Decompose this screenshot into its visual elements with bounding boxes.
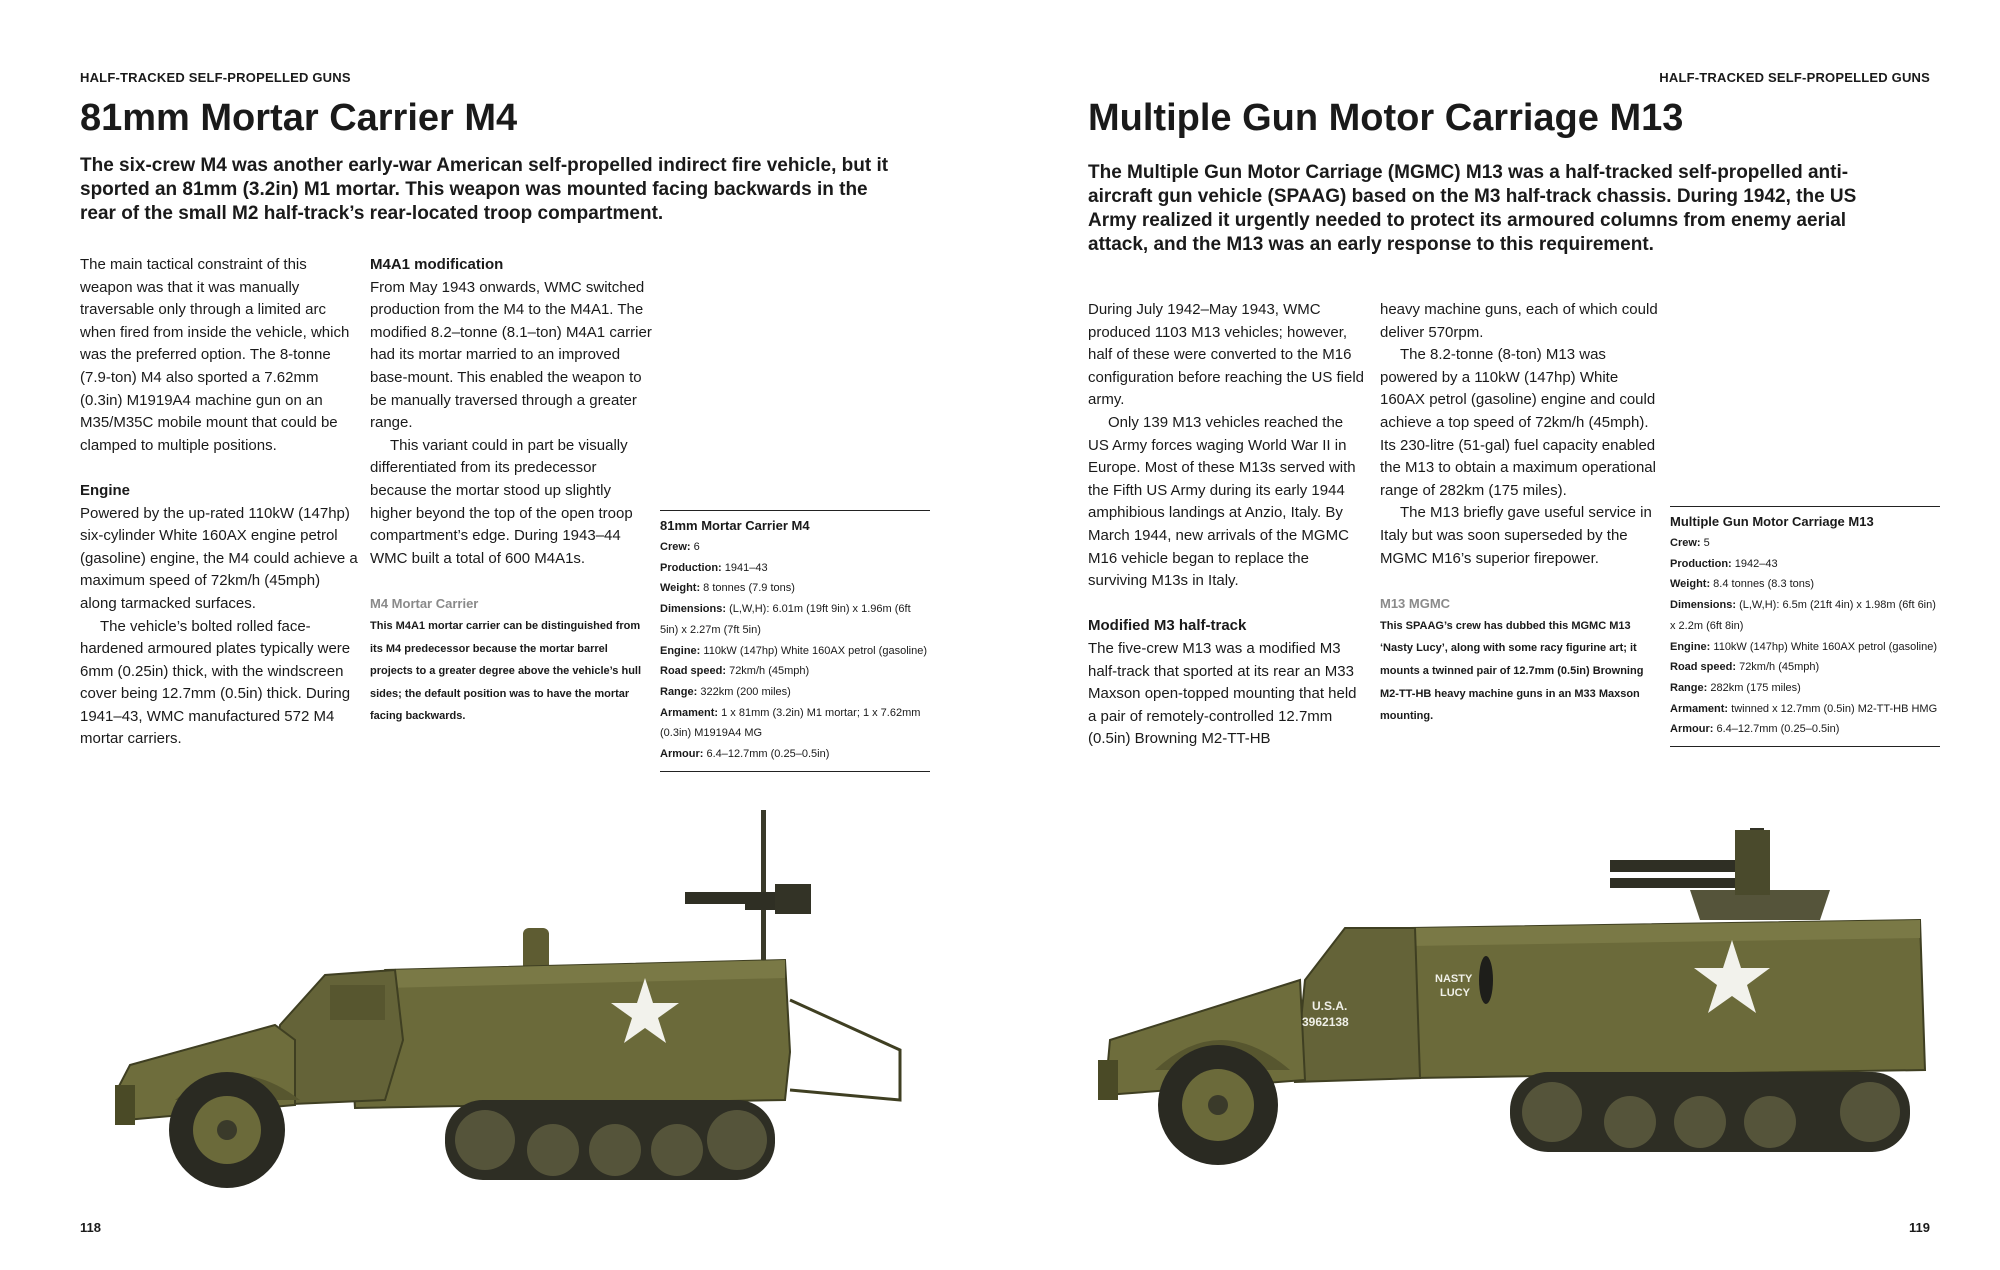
spec-key: Range: bbox=[1670, 681, 1708, 694]
spec-value: (L,W,H): 6.01m (19ft 9in) x 1.96m (6ft 5in) x 2.27m (7ft 5in) bbox=[660, 603, 911, 636]
nose-art-name-2: LUCY bbox=[1440, 987, 1470, 999]
spec-value: 6.4–12.7mm (0.25–0.5in) bbox=[1713, 723, 1840, 736]
spec-row bbox=[660, 641, 930, 662]
spec-value: 1942–43 bbox=[1731, 557, 1778, 570]
spec-row bbox=[1670, 657, 1940, 678]
road-wheel bbox=[1604, 1096, 1656, 1148]
spec-key: Road speed: bbox=[1670, 661, 1737, 674]
spec-value: 8 tonnes (7.9 tons) bbox=[700, 582, 795, 595]
spec-key: Engine: bbox=[660, 644, 701, 657]
spec-value: 1941–43 bbox=[721, 561, 768, 574]
spec-value: 1 x 81mm (3.2in) M1 mortar; 1 x 7.62mm (0.3in) M1919A4 MG bbox=[660, 706, 921, 740]
spec-key: Weight: bbox=[1670, 578, 1711, 591]
road-wheel bbox=[455, 1110, 515, 1170]
spec-value: 6 bbox=[690, 541, 700, 553]
running-head: HALF-TRACKED SELF-PROPELLED GUNS bbox=[1659, 70, 1930, 85]
twin-machine-gun bbox=[1610, 878, 1740, 888]
spec-row bbox=[660, 537, 930, 558]
spec-row bbox=[660, 599, 930, 640]
spec-key: Dimensions: bbox=[660, 603, 727, 616]
spec-box bbox=[1670, 506, 1940, 747]
front-bumper bbox=[1098, 1060, 1118, 1100]
turret-armor-shield bbox=[1735, 830, 1770, 895]
spec-value: 6.4–12.7mm (0.25–0.5in) bbox=[703, 748, 830, 761]
road-wheel bbox=[1522, 1082, 1582, 1142]
spec-key: Road speed: bbox=[660, 665, 727, 678]
paragraph: Only 139 M13 vehicles reached the US Army forces waging World War II in Europe. Most of these M13s served with the Fifth US Army during its early 1944 amphibious landings at Anzio, Italy. By March 1944, new arrivals of the MGMC M16 vehicle began to replace the surviving M13s in Italy. bbox=[1088, 413, 1356, 590]
caption-text: This SPAAG’s crew has dubbed this MGMC M13 ‘Nasty Lucy’, along with some racy figurine art; it mounts a twinned pair of 12.7mm (0.5in) Browning M2-TT-HB heavy machine guns in an M33 Maxson mounting. bbox=[1380, 619, 1644, 723]
spec-key: Weight: bbox=[660, 582, 701, 595]
spec-key: Production: bbox=[660, 561, 722, 574]
spec-key: Dimensions: bbox=[1670, 599, 1737, 612]
spec-row bbox=[1670, 595, 1940, 636]
twin-machine-gun bbox=[1610, 860, 1740, 872]
nose-art-name-1: NASTY bbox=[1435, 973, 1473, 985]
spec-key: Crew: bbox=[660, 541, 691, 553]
spec-key: Range: bbox=[660, 685, 698, 698]
paragraph: heavy machine guns, each of which could deliver 570rpm. bbox=[1380, 301, 1658, 341]
machine-gun-receiver bbox=[775, 884, 811, 914]
spec-row bbox=[1670, 699, 1940, 720]
paragraph: Powered by the up-rated 110kW (147hp) six-cylinder White 160AX engine petrol (gasoline) engine, the M4 could achieve a maximum speed of 72km/h (45mph) along tarmacked surfaces. bbox=[80, 504, 358, 612]
spec-value: 110kW (147hp) White 160AX petrol (gasoline) bbox=[1710, 640, 1937, 653]
paragraph: The M13 briefly gave useful service in Italy but was soon superseded by the MGMC M16’s superior firepower. bbox=[1380, 504, 1652, 567]
caption-heading: M4 Mortar Carrier bbox=[370, 595, 479, 611]
paragraph: The vehicle’s bolted rolled face-hardened armoured plates typically were 6mm (0.25in) thick, with the windscreen cover being 12.7mm (0.5in) thick. During 1941–43, WMC manufactured 572 M4 mortar carriers. bbox=[80, 617, 351, 748]
spec-title: Multiple Gun Motor Carriage M13 bbox=[1670, 514, 1874, 529]
text-column-2 bbox=[1380, 299, 1665, 728]
paragraph: The 8.2-tonne (8-ton) M13 was powered by a 110kW (147hp) White 160AX petrol (gasoline) engine and could achieve a top speed of 72km/h (45mph). Its 230-litre (51-gal) fuel capacity enabled the M13 to obtain a maximum operational range of 282km (175 miles). bbox=[1380, 346, 1656, 499]
paragraph: This variant could in part be visually differentiated from its predecessor because the mortar stood up slightly higher beyond the top of the open troop compartment’s edge. During 1943–44 WMC built a total of 600 M4A1s. bbox=[370, 436, 633, 567]
spec-row bbox=[660, 558, 930, 579]
spec-row bbox=[660, 578, 930, 599]
spec-key: Engine: bbox=[1670, 640, 1711, 653]
text-column-1 bbox=[80, 254, 358, 751]
spec-key: Production: bbox=[1670, 557, 1732, 570]
spec-key: Crew: bbox=[1670, 537, 1701, 549]
spec-key: Armour: bbox=[660, 748, 704, 761]
paragraph: From May 1943 onwards, WMC switched production from the M4 to the M4A1. The modified 8.2–tonne (8.1–ton) M4A1 carrier had its mortar married to an improved base-mount. This enabled the weapon to be manually traversed through a greater range. bbox=[370, 278, 652, 432]
idler-wheel bbox=[707, 1110, 767, 1170]
nose-art-figurine bbox=[1479, 956, 1493, 1004]
spec-row bbox=[1670, 637, 1940, 658]
road-wheel bbox=[1744, 1096, 1796, 1148]
road-wheel bbox=[651, 1124, 703, 1176]
paragraph: The five-crew M13 was a modified M3 half-track that sported at its rear an M33 Maxson open-topped mounting that held a pair of remotely-controlled 12.7mm (0.5in) Browning M2-TT-HB bbox=[1088, 639, 1357, 748]
page-number: 119 bbox=[1909, 1220, 1930, 1235]
spec-value: 5 bbox=[1700, 537, 1710, 549]
spec-row bbox=[660, 703, 930, 744]
road-wheel bbox=[527, 1124, 579, 1176]
page-title: 81mm Mortar Carrier M4 bbox=[80, 97, 518, 139]
spec-value: 72km/h (45mph) bbox=[1736, 661, 1820, 674]
page-title: Multiple Gun Motor Carriage M13 bbox=[1088, 97, 1684, 139]
spec-row bbox=[1670, 533, 1940, 554]
spec-key: Armament: bbox=[1670, 702, 1729, 715]
right-page bbox=[1000, 0, 2000, 1270]
spec-row bbox=[1670, 719, 1940, 740]
road-wheel bbox=[1674, 1096, 1726, 1148]
text-column-2 bbox=[370, 254, 652, 728]
subheading: M4A1 modification bbox=[370, 256, 504, 273]
spec-row bbox=[1670, 574, 1940, 595]
spec-title: 81mm Mortar Carrier M4 bbox=[660, 518, 810, 533]
hood-marking-usa: U.S.A. bbox=[1312, 999, 1348, 1013]
spec-row bbox=[660, 682, 930, 703]
subheading: Engine bbox=[80, 481, 131, 499]
page-number: 118 bbox=[80, 1220, 101, 1235]
m4-mortar-carrier-illustration bbox=[85, 800, 925, 1190]
spec-value: 282km (175 miles) bbox=[1707, 681, 1801, 694]
spec-row bbox=[660, 661, 930, 682]
spec-row bbox=[660, 744, 930, 765]
caption-heading: M13 MGMC bbox=[1380, 595, 1451, 611]
running-head: HALF-TRACKED SELF-PROPELLED GUNS bbox=[80, 70, 351, 85]
gun-pintle bbox=[761, 810, 766, 960]
standfirst: The six-crew M4 was another early-war American self-propelled indirect fire vehicle, but it sported an 81mm (3.2in) M1 mortar. This weapon was mounted facing backwards in the rear of the small M2 half-track’s rear-located troop compartment. bbox=[80, 155, 889, 224]
standfirst: The Multiple Gun Motor Carriage (MGMC) M13 was a half-tracked self-propelled anti-aircraft gun vehicle (SPAAG) based on the M3 half-track chassis. During 1942, the US Army realized it urgently needed to protect its armoured columns from enemy aerial attack, and the M13 was an early response to this requirement. bbox=[1088, 162, 1857, 255]
spec-key: Armour: bbox=[1670, 723, 1714, 736]
spec-value: 322km (200 miles) bbox=[697, 685, 791, 698]
subheading: Modified M3 half-track bbox=[1088, 617, 1247, 635]
spec-row bbox=[1670, 554, 1940, 575]
spec-row bbox=[1670, 678, 1940, 699]
spec-box bbox=[660, 510, 930, 772]
hood-marking-serial: 3962138 bbox=[1302, 1015, 1349, 1029]
spec-key: Armament: bbox=[660, 706, 719, 719]
spec-value: (L,W,H): 6.5m (21ft 4in) x 1.98m (6ft 6in) x 2.2m (6ft 8in) bbox=[1670, 599, 1936, 632]
spec-value: 72km/h (45mph) bbox=[726, 665, 810, 678]
spec-value: twinned x 12.7mm (0.5in) M2-TT-HB HMG bbox=[1728, 702, 1938, 715]
paragraph: During July 1942–May 1943, WMC produced 1103 M13 vehicles; however, half of these were converted to the M16 configuration before reaching the US field army. bbox=[1088, 301, 1365, 409]
idler-wheel bbox=[1840, 1082, 1900, 1142]
rear-rack bbox=[790, 1000, 900, 1100]
paragraph: The main tactical constraint of this weapon was that it was manually traversable only through a limited arc when fired from inside the vehicle, which was the preferred option. The 8-tonne (7.9-ton) M4 also sported a 7.62mm (0.3in) M1919A4 machine gun on an M35/M35C mobile mount that could be clamped to multiple positions. bbox=[80, 256, 350, 454]
windscreen-cover bbox=[330, 985, 385, 1020]
spec-value: 110kW (147hp) White 160AX petrol (gasoline) bbox=[700, 644, 927, 657]
text-column-1 bbox=[1088, 299, 1368, 751]
road-wheel bbox=[589, 1124, 641, 1176]
spec-value: 8.4 tonnes (8.3 tons) bbox=[1710, 578, 1815, 591]
m13-mgmc-illustration bbox=[1090, 810, 1930, 1180]
caption-text: This M4A1 mortar carrier can be distinguished from its M4 predecessor because the mortar barrel projects to a greater degree above the vehicle’s hull sides; the default position was to have the mortar facing backwards. bbox=[370, 619, 642, 723]
front-bumper bbox=[115, 1085, 135, 1125]
